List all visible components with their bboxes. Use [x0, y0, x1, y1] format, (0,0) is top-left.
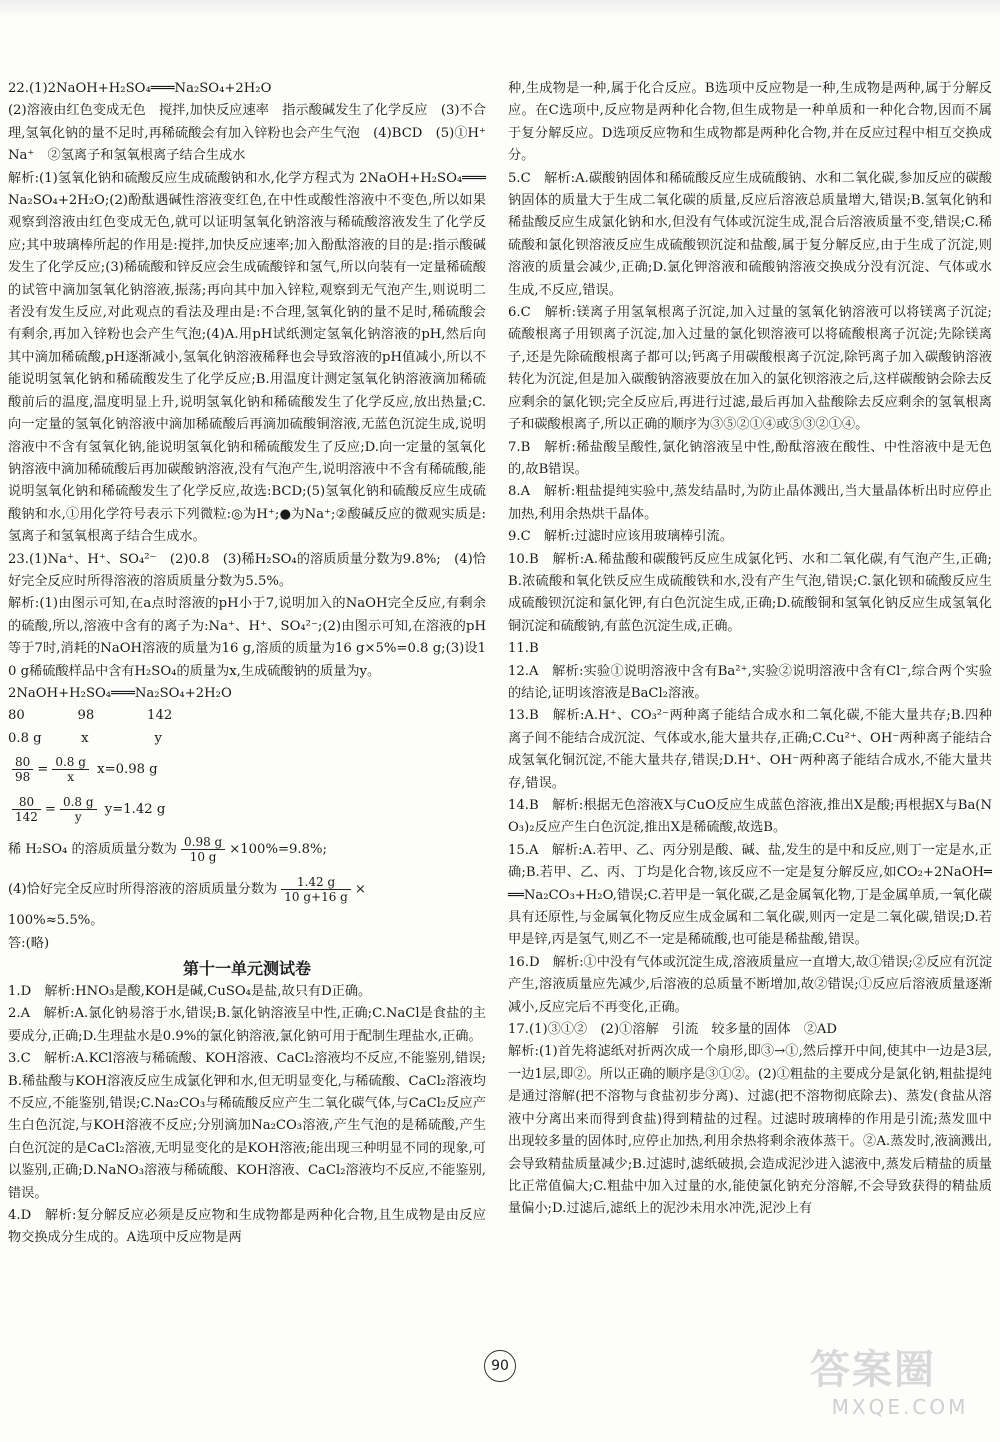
answer-8: 8.A 解析:粗盐提纯实验中,蒸发结晶时,为防止晶体溅出,当大量晶体析出时应停止加热,利用余热烘干晶体。	[508, 484, 992, 522]
fraction: $\frac{80}{98}$	[12, 755, 33, 784]
fraction: $\frac{80}{142}$	[12, 795, 41, 824]
result-x: x=0.98 g	[97, 762, 158, 778]
answer-14: 14.B 解析:根据无色溶液X与CuO反应生成蓝色溶液,推出X是酸;再根据X与Ba(NO₃)₂反应产生白色沉淀,推出X是稀硫酸,故选B。	[508, 798, 992, 836]
proportion-y: $\frac{80}{142}$ = $\frac{0.8 g}{y}$ y=1.42 g	[8, 790, 486, 830]
equation-masses: 80 98 142	[8, 708, 173, 724]
fraction: $\frac{0.8 g}{y}$	[60, 795, 97, 824]
answer-1: 1.D 解析:HNO₃是酸,KOH是碱,CuSO₄是盐,故只有D正确。	[8, 984, 372, 999]
answer-2: 2.A 解析:A.氯化钠易溶于水,错误;B.氯化钠溶液呈中性,正确;C.NaCl是食盐的主要成分,正确;D.生理盐水是0.9%的氯化钠溶液,氯化钠可用于配制生理盐水,正确。	[8, 1006, 486, 1044]
watermark-logo: 答案圈	[810, 1347, 936, 1393]
answer-3: 3.C 解析:A.KCl溶液与稀硫酸、KOH溶液、CaCl₂溶液均不反应,不能鉴别,错误;B.稀盐酸与KOH溶液反应生成氯化钾和水,但无明显变化,与稀硫酸、CaCl₂溶液均不反应,不能鉴别,错误;C.Na₂CO₃与稀硫酸反应产生二氧化碳气体,与CaCl₂反应产生白色沉淀,与KOH溶液不反应;分别滴加Na₂CO₃溶液,产生气泡的是稀硫酸,产生白色沉淀的是CaCl₂溶液,无明显变化的是KOH溶液;能出现三种明显不同的现象,可以鉴别,正确;D.NaNO₃溶液与稀硫酸、KOH溶液、CaCl₂溶液均不反应,不能鉴别,错误。	[8, 1051, 486, 1201]
answer-17: 17.(1)③①② (2)①溶解 引流 较多量的固体 ②AD	[508, 1022, 837, 1038]
fraction-suffix: ×100%=9.8%;	[229, 842, 327, 858]
answer-17-analysis: 解析:(1)首先将滤纸对折两次成一个扇形,即③→①,然后撑开中间,使其中一边是3层,一边1层,即②。所以正确的顺序是③①②。(2)①粗盐的主要成分是氯化钠,粗盐提纯是通过溶解(把不溶物与食盐初步分离)、过滤(把不溶物彻底除去)、蒸发(食盐从溶液中分离出来而得到食盐)得到精盐的过程。过滤时玻璃棒的作用是引流;蒸发皿中出现较多量的固体时,应停止加热,利用余热将剩余液体蒸干。②A.蒸发时,液滴溅出,会导致精盐质量减少;B.过滤时,滤纸破损,会造成泥沙进入滤液中,蒸发后精盐的质量比正常值偏大;C.粗盐中加入过量的水,能使氯化钠充分溶解,不会导致获得的精盐质量偏小;D.过滤后,滤纸上的泥沙未用水冲洗,泥沙上有	[508, 1044, 992, 1217]
answer-23-analysis: 解析:(1)由图示可知,在a点时溶液的pH小于7,说明加入的NaOH完全反应,有剩余的硫酸,所以,溶液中含有的离子为:Na⁺、H⁺、SO₄²⁻;(2)由图示可知,在溶液的pH等于7时,消耗的NaOH溶液的质量为16 g,溶质的质量为16 g×5%=0.8 g;(3)设10 g稀硫酸样品中含有H₂SO₄的质量为x,生成硫酸钠的质量为y。	[8, 596, 486, 679]
answer-10: 10.B 解析:A.稀盐酸和碳酸钙反应生成氯化钙、水和二氧化碳,有气泡产生,正确;B.浓硫酸和氧化铁反应生成硫酸铁和水,没有产生气泡,错误;C.氯化钡和硫酸反应生成硫酸钡沉淀和氯化钾,有白色沉淀生成,正确;D.硫酸铜和氢氧化钠反应生成氢氧化铜沉淀和硫酸钠,有蓝色沉淀生成,正确。	[508, 551, 992, 634]
fraction-prefix: (4)恰好完全反应时所得溶液的溶质质量分数为	[8, 882, 278, 898]
result-y: y=1.42 g	[104, 802, 166, 818]
answer-22-analysis: 解析:(1)氢氧化钠和硫酸反应生成硫酸钠和水,化学方程式为 2NaOH+H₂SO₄═══Na₂SO₄+2H₂O;(2)酚酞遇碱性溶液变红色,在中性或酸性溶液中不变色,所以如果观察到溶液由红色变成无色,就可以证明氢氧化钠溶液与稀硫酸溶液发生了化学反应;其中玻璃棒所起的作用是:搅拌,加快反应速率;加入酚酞溶液的目的是:指示酸碱发生了化学反应;(3)稀硫酸和锌反应会生成硫酸锌和氢气,所以向装有一定量稀硫酸的试管中滴加氢氧化钠溶液,振荡;再向其中加入锌粒,观察到无气泡产生,则说明二者没有发生反应,对此观点的看法及理由是:不合理,氢氧化钠的量不足时,稀硫酸会有剩余,再加入锌粉也会产生气泡;(4)A.用pH试纸测定氢氧化钠溶液的pH,然后向其中滴加稀硫酸,pH逐渐减小,氢氧化钠溶液稀释也会导致溶液的pH值减小,所以不能说明氢氧化钠和稀硫酸发生了化学反应;B.用温度计测定氢氧化钠溶液滴加稀硫酸前后的温度,温度明显上升,说明氢氧化钠和稀硫酸发生了化学反应,放出热量;C.向一定量的氢氧化钠溶液中滴加稀硫酸后再滴加硫酸铜溶液,无蓝色沉淀生成,说明溶液中不含有氢氧化钠,能说明氢氧化钠和稀硫酸发生了反应;D.向一定量的氢氧化钠溶液中滴加稀硫酸后再加碳酸钠溶液,没有气泡产生,说明溶液中不含有稀硫酸,能说明氢氧化钠和稀硫酸发生了化学反应,故选:BCD;(5)氢氧化钠和硫酸反应生成硫酸钠和水,①用化学符号表示下列微粒:◎为H⁺;●为Na⁺;②酸碱反应的微观实质是:氢离子和氢氧根离子结合生成水。	[8, 170, 486, 545]
watermark-domain: MXQE.COM	[831, 1395, 969, 1419]
answer-12: 12.A 解析:实验①说明溶液中含有Ba²⁺,实验②说明溶液中含有Cl⁻,综合两个实验的结论,证明该溶液是BaCl₂溶液。	[508, 663, 992, 701]
proportion-x: $\frac{80}{98}$ = $\frac{0.8 g}{x}$ x=0.98 g	[8, 750, 486, 790]
page-number-badge: 90	[484, 1350, 516, 1382]
fraction: $\frac{0.8 g}{x}$	[52, 755, 89, 784]
answer-7: 7.B 解析:稀盐酸呈酸性,氯化钠溶液呈中性,酚酞溶液在酸性、中性溶液中是无色的,故B错误。	[508, 439, 992, 477]
mass-fraction-solution	[8, 870, 486, 910]
answer-15: 15.A 解析:A.若甲、乙、丙分别是酸、碱、盐,发生的是中和反应,则丁一定是水,正确;B.若甲、乙、丙、丁均是化合物,该反应不一定是复分解反应,如CO₂+2NaOH═══Na₂CO₃+H₂O,错误;C.若甲是一氧化碳,乙是金属氧化物,丁是金属单质,一氧化碳具有还原性,与金属氧化物反应生成金属和二氧化碳,则丙一定是二氧化碳,错误;D.若甲是锌,丙是氢气,则乙不一定是稀硫酸,也可能是稀盐酸,错误。	[508, 842, 992, 948]
left-column	[8, 78, 500, 1250]
answer-11: 11.B	[508, 641, 539, 657]
section-title: 第十一单元测试卷	[182, 959, 311, 978]
answer-5: 5.C 解析:A.碳酸钠固体和稀硫酸反应生成硫酸钠、水和二氧化碳,参加反应的碳酸钠固体的质量大于生成二氧化碳的质量,反应后溶液总质量增大,错误;B.氢氧化钠和稀盐酸反应生成氯化钠和水,但没有气体或沉淀生成,混合后溶液质量不变,错误;C.稀硫酸和氯化钡溶液反应生成硫酸钡沉淀和盐酸,属于复分解反应,由于生成了沉淀,则溶液的质量会减少,正确;D.氯化钾溶液和硫酸钠溶液交换成分没有沉淀、气体或水生成,不反应,错误。	[508, 170, 992, 298]
fraction-prefix: 稀 H₂SO₄ 的溶质质量分数为	[8, 842, 177, 858]
fraction: $\frac{1.42 g}{10 g+16 g}$	[281, 875, 351, 904]
watermark	[810, 1338, 990, 1438]
equation-line: 2NaOH+H₂SO₄═══Na₂SO₄+2H₂O	[8, 685, 232, 701]
mass-fraction-acid	[8, 830, 486, 870]
right-column	[508, 78, 992, 1221]
answer-16: 16.D 解析:①中没有气体或沉淀生成,溶液质量应一直增大,故①错误;②反应有沉淀产生,溶液质量应先减少,后溶液的总质量不断增加,故②错误;①反应后溶液质量逐渐减小,反应完后不再变化,正确。	[508, 954, 993, 1015]
answer-omitted: 答:(略)	[8, 935, 50, 951]
answer-9: 9.C 解析:过滤时应该用玻璃棒引流。	[508, 529, 733, 545]
answer-22-line1: 22.(1)2NaOH+H₂SO₄═══Na₂SO₄+2H₂O	[8, 81, 272, 96]
answer-4: 4.D 解析:复分解反应必须是反应物和生成物都是两种化合物,且生成物是由反应物交换成分生成的。A选项中反应物是两	[8, 1208, 486, 1246]
answer-23-answers: 23.(1)Na⁺、H⁺、SO₄²⁻ (2)0.8 (3)稀H₂SO₄的溶质质量分数为9.8%; (4)恰好完全反应时所得溶液的溶质质量分数为5.5%。	[8, 551, 486, 589]
fraction-suffix: ×	[354, 882, 366, 898]
equation-knowns: 0.8 g x y	[8, 730, 162, 746]
page-number	[475, 1350, 525, 1390]
answer-4-cont: 种,生成物是一种,属于化合反应。B选项中反应物是一种,生成物是两种,属于分解反应。在C选项中,反应物是两种化合物,但生成物是一种单质和一种化合物,因而不属于复分解反应。D选项反应物和生成物都是两种化合物,并在反应过程中相互交换成分。	[508, 81, 992, 164]
answer-6: 6.C 解析:镁离子用氢氧根离子沉淀,加入过量的氢氧化钠溶液可以将镁离子沉淀;硫酸根离子用钡离子沉淀,加入过量的氯化钡溶液可以将硫酸根离子沉淀;先除镁离子,还是先除硫酸根离子都可以;钙离子用碳酸根离子沉淀,除钙离子加入碳酸钠溶液转化为沉淀,但是加入碳酸钠溶液要放在加入的氯化钡溶液之后,这样碳酸钠会除去反应剩余的氯化钡;完全反应后,再进行过滤,最后再加入盐酸除去反应剩余的氢氧根离子和碳酸根离子,所以正确的顺序为③⑤②①④或⑤③②①④。	[508, 305, 992, 433]
answer-22-answers: (2)溶液由红色变成无色 搅拌,加快反应速率 指示酸碱发生了化学反应 (3)不合理,氢氧化钠的量不足时,再稀硫酸会有加入锌粉也会产生气泡 (4)BCD (5)①H⁺ Na⁺ ②氢离子和氢氧根离子结合生成水	[8, 103, 500, 164]
result-percent: 100%≈5.5%。	[8, 913, 104, 929]
scan-edge	[0, 0, 1000, 18]
fraction: $\frac{0.98 g}{10 g}$	[181, 835, 225, 864]
answer-13: 13.B 解析:A.H⁺、CO₃²⁻两种离子能结合成水和二氧化碳,不能大量共存;B.四种离子间不能结合成沉淀、气体或水,能大量共存,正确;C.Cu²⁺、OH⁻两种离子能结合成氢氧化铜沉淀,不能大量共存,错误;D.H⁺、OH⁻两种离子能结合成水,不能大量共存,错误。	[508, 708, 992, 791]
